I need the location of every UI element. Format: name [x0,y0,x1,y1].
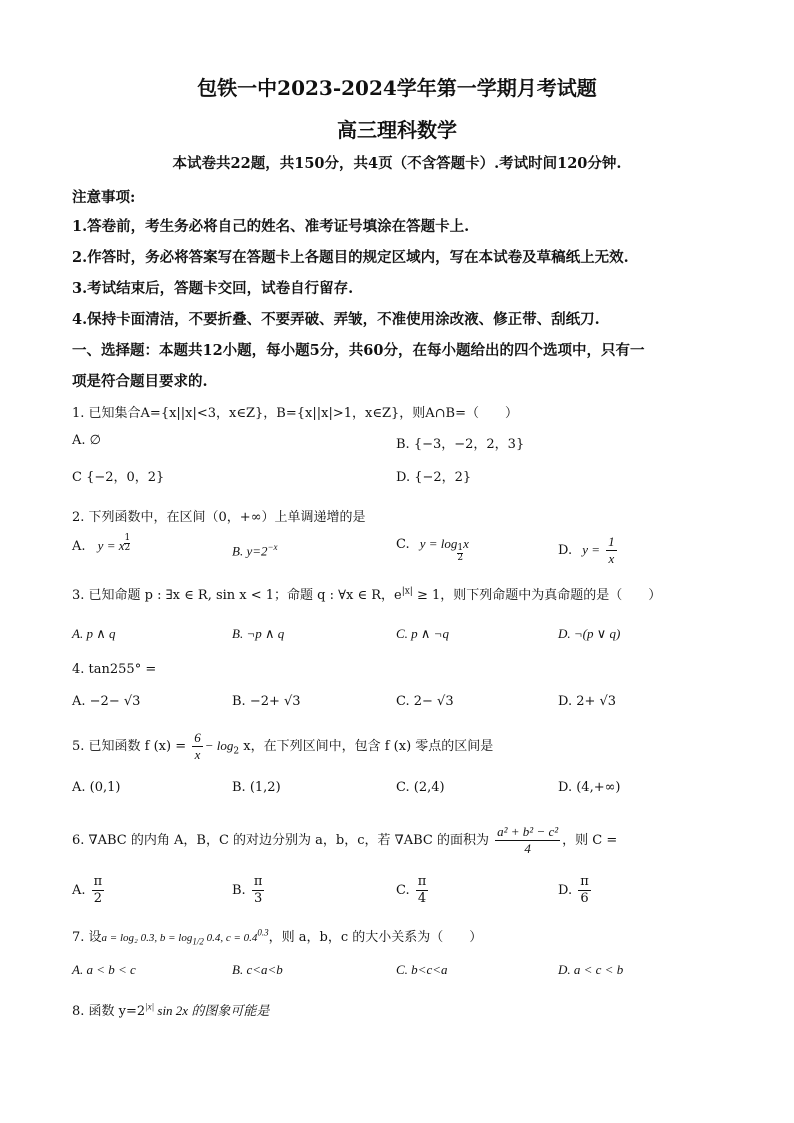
q7-option-c: C. b<c<a [396,962,448,977]
question-6-stem: 6. ∇ABC 的内角 A，B，C 的对边分别为 a，b，c，若 ∇ABC 的面积为 $\frac{\text{a² + b² − c²}}{4}$ ，则 C = [72,824,618,856]
notice-item: 4.保持卡面清洁，不要折叠、不要弄破、弄皱，不准使用涂改液、修正带、刮纸刀. [72,311,600,328]
q6-option-a: A. $\frac{\pi}{2}$ [72,874,103,906]
q7-option-d: D. a < c < b [558,962,624,977]
q4-option-c: C. 2− √3 [396,694,454,709]
exam-subtitle: 高三理科数学 [337,118,457,142]
question-8-stem: 8. 函数 $y=2^{|x|}$ sin 2x 的图象可能是 [72,1001,270,1019]
question-3-stem: 3. 已知命题 p : ∃x ∈ R, sin x < 1；命题 q : ∀x ∈ R，$e^{|x|} \ge 1$，则下列命题中为真命题的是（ ） [72,586,662,603]
question-7-stem: 7. 设a = log₂ 0.3, $b = \log_{1/2} 0.4$, $c = 0.4^{0.3}$，则 a，b，c 的大小关系为（ ） [72,927,483,947]
q4-option-a: A. −2− √3 [72,694,141,709]
q4-option-d: D. 2+ √3 [558,694,617,709]
section-heading: 一、选择题：本题共12小题，每小题5分，共60分，在每小题给出的四个选项中，只有一 [72,342,645,359]
q7-option-b: B. c<a<b [232,962,283,977]
q3-option-d: D. ¬(p ∨ q) [558,626,621,641]
q2-option-b: B. $y=2^{-x}$ [232,542,278,559]
q5-option-b: B. (1,2) [232,780,281,795]
q6-option-c: C. $\frac{\pi}{4}$ [396,874,427,906]
q3-option-a: A. p ∧ q [72,626,116,641]
q1-option-a: A. ∅ [72,433,101,448]
notice-item: 1.答卷前，考生务必将自己的姓名、准考证号填涂在答题卡上. [72,218,470,235]
q6-option-d: D. $\frac{\pi}{6}$ [558,874,589,906]
notice-item: 2.作答时，务必将答案写在答题卡上各题目的规定区域内，写在本试卷及草稿纸上无效. [72,249,629,266]
q7-option-a: A. a < b < c [72,962,136,977]
q2-option-a: A. y = x $\frac{1}{2}$ [72,533,131,554]
q1-option-d: D. {−2，2} [396,470,472,485]
q3-option-c: C. p ∧ ¬q [396,626,449,641]
question-4-stem: 4. tan255° = [72,662,157,677]
q1-option-b: B. {−3，−2，2，3} [396,437,525,452]
question-5-stem: 5. 已知函数 f (x) = $\frac{6}{x}$ − $\log_2 x$，在下列区间中，包含 f (x) 零点的区间是 [72,730,494,762]
q2-option-c: C. y = log $\frac{1}{2}$ x [396,536,469,563]
question-1-stem: 1. 已知集合A={x||x|<3，x∈Z}，B={x||x|>1，x∈Z}，则A∩B=（ ） [72,406,518,421]
q5-option-d: D. (4,+∞) [558,780,621,795]
q2-option-d: D. y = $\frac{1}{x}$ [558,534,615,566]
question-2-stem: 2. 下列函数中，在区间（0，+∞）上单调递增的是 [72,510,366,525]
notice-item: 3.考试结束后，答题卡交回，试卷自行留存. [72,280,354,297]
q6-option-b: B. $\frac{\pi}{3}$ [232,874,263,906]
exam-info: 本试卷共22题，共150分，共4页（不含答题卡）.考试时间120分钟. [172,155,622,172]
section-heading-cont: 项是符合题目要求的. [72,373,208,390]
q5-option-c: C. (2,4) [396,780,445,795]
exam-title: 包铁一中2023-2024学年第一学期月考试题 [197,76,597,100]
q4-option-b: B. −2+ √3 [232,694,301,709]
q5-option-a: A. (0,1) [72,780,121,795]
q3-option-b: B. ¬p ∧ q [232,626,285,641]
notice-heading: 注意事项: [72,189,136,206]
q1-option-c: C {−2，0，2} [72,470,165,485]
